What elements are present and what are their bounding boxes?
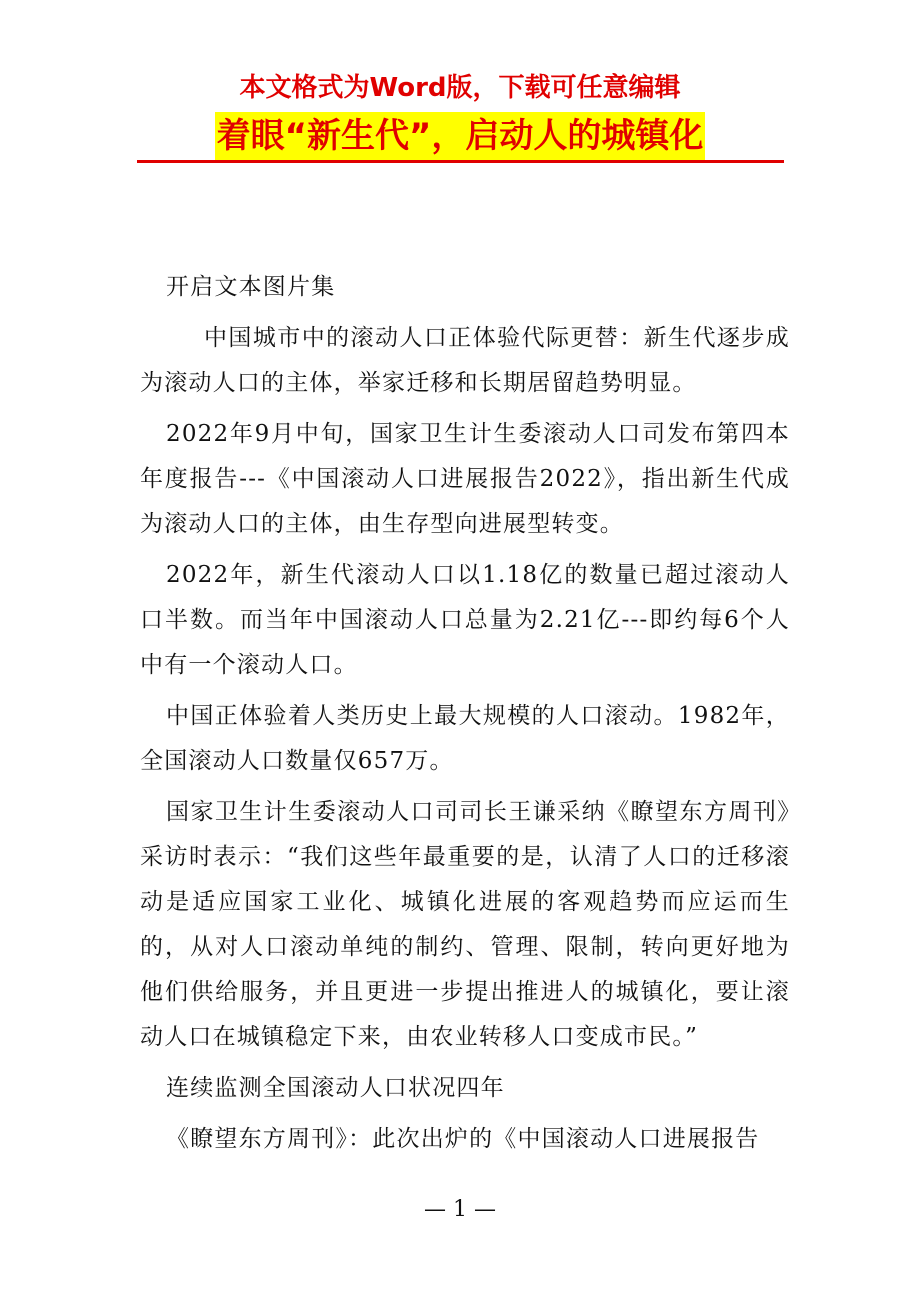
paragraph-image-set: 开启文本图片集 (166, 274, 336, 300)
format-notice: 本文格式为Word版，下载可任意编辑 (239, 73, 681, 103)
paragraph: 《瞭望东方周刊》：此次出炉的《中国滚动人口进展报告 (166, 1126, 760, 1152)
document-title: 着眼“新生代”，启动人的城镇化 (215, 112, 706, 160)
title-divider (137, 160, 784, 163)
paragraph: 中国正体验着人类历史上最大规模的人口滚动。1982年，全国滚动人口数量仅657万。 (140, 703, 790, 774)
document-body (140, 265, 790, 1162)
title-container (0, 112, 920, 160)
paragraph: 2022年，新生代滚动人口以1.18亿的数量已超过滚动人口半数。而当年中国滚动人口总量为2.21亿---即约每6个人中有一个滚动人口。 (140, 562, 790, 678)
paragraph: 国家卫生计生委滚动人口司司长王谦采纳《瞭望东方周刊》采访时表示：“我们这些年最重要的是，认清了人口的迁移滚动是适应国家工业化、城镇化进展的客观趋势而应运而生的，从对人口滚动单纯的制约、管理、限制，转向更好地为他们供给服务，并且更进一步提出推进人的城镇化，要让滚动人口在城镇稳定下来，由农业转移人口变成市民。” (140, 799, 790, 1050)
section-heading: 连续监测全国滚动人口状况四年 (166, 1075, 505, 1101)
paragraph: 2022年9月中旬，国家卫生计生委滚动人口司发布第四本年度报告---《中国滚动人口进展报告2022》，指出新生代成为滚动人口的主体，由生存型向进展型转变。 (140, 421, 790, 537)
paragraph: 中国城市中的滚动人口正体验代际更替：新生代逐步成为滚动人口的主体，举家迁移和长期居留趋势明显。 (140, 325, 790, 396)
page-number: — 1 — (424, 1197, 496, 1222)
